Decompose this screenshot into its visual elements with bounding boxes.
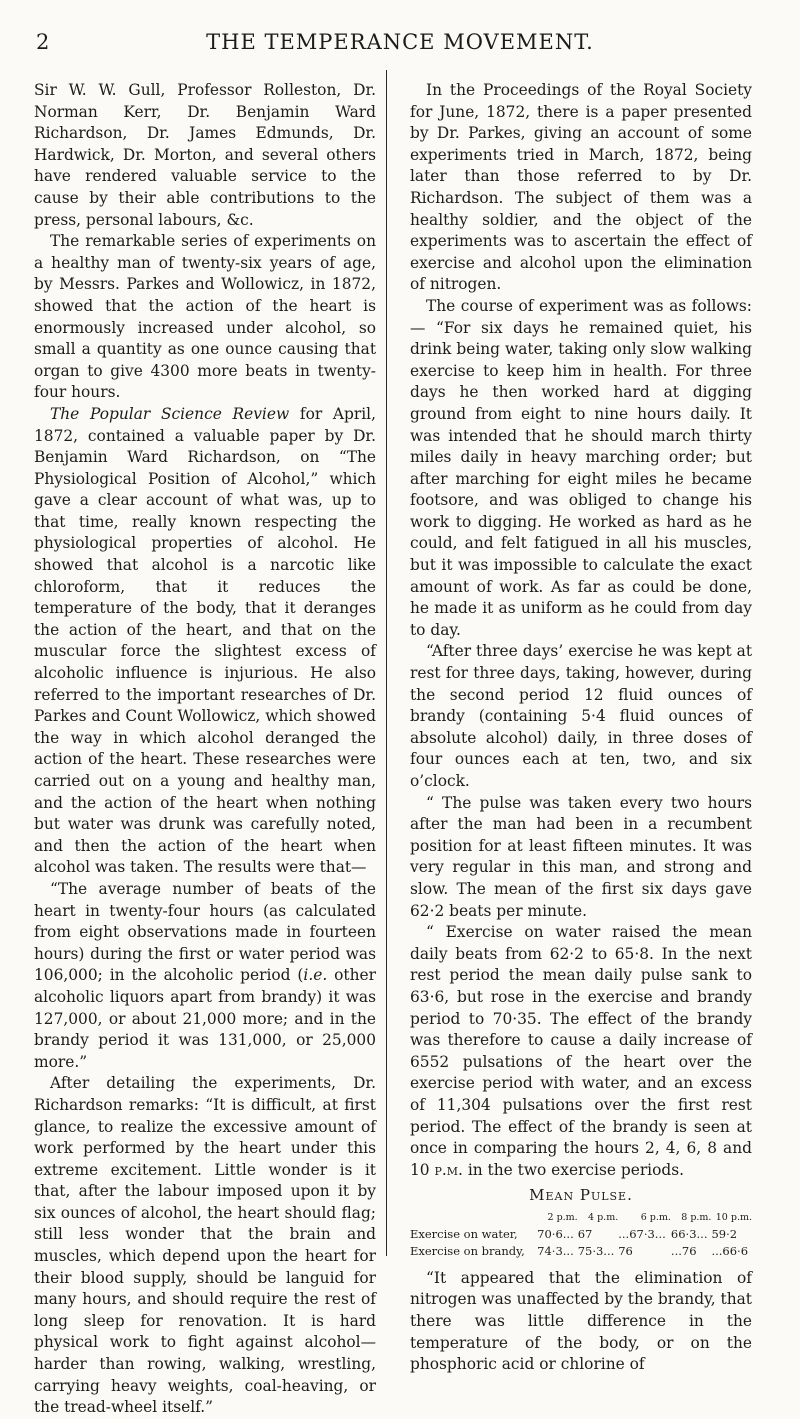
table-cell: 66·3... [670,1226,708,1241]
quotation-text: “The average number of beats of the heart in twenty-four hours (as calculated from eight observations made in fourteen hours) during the first or water period was 106,000; in the alcoholic period ( [34,879,376,985]
paragraph [410,922,752,1181]
table-cell: 67 [577,1226,593,1241]
table-cell: 70·6... [537,1226,574,1241]
table-cell: ...67·3... [618,1226,666,1241]
table-row-label: Exercise on water, [410,1226,518,1241]
time-abbreviation: p.m. [434,1160,463,1179]
paragraph-text: for April, 1872, contained a valuable paper by Dr. Benjamin Ward Richardson, on “The Physiological Position of Alcohol,” which gave a clear account of what was, up to that time, really known respecting the physiological properties of alcohol. He showed that alcohol is a narcotic like chloroform, that it reduces the temperature of the body, that it deranges the action of the heart, and that on the muscular force the slightest excess of alcoholic influence is injurious. He also referred to the important researches of Dr. Parkes and Count Wollowicz, which showed the way in which alcohol deranged the action of the heart. These researches were carried out on a young and healthy man, and the action of the heart when nothing but water was drunk was carefully noted, and then the action of the heart when alcohol was taken. The results were that— [34,404,376,877]
paragraph: The remarkable series of experiments on a healthy man of twenty-six years of age, by Messrs. Parkes and Wollowicz, in 1872, showed that the action of the heart is enormously increased under alcohol, so small a quantity as one ounce causing that organ to give 4300 more beats in twenty-four hours. [34,232,376,402]
table-header-cell: 4 p.m. [588,1211,619,1223]
quotation [34,879,376,1073]
paragraph-text: “ Exercise on water raised the mean daily beats from 62·2 to 65·8. In the next rest period the mean daily pulse sank to 63·6, but rose in the exercise and brandy period to 70·35. The effect of the brandy was therefore to cause a daily increase of 6552 pulsations of the heart over the exercise period with water, and an excess of 11,304 pulsations over the first rest period. The effect of the brandy is seen at once in comparing the hours 2, 4, 6, 8 and 10 [410,923,752,1179]
table-cell: ...76 [670,1243,697,1258]
table-cell: 75·3... [577,1243,615,1258]
table-header-cell: 10 p.m. [715,1211,752,1223]
mean-pulse-table [410,1209,752,1260]
paragraph: “It appeared that the elimination of nitrogen was unaffected by the brandy, that there was little difference in the temperature of the body, or on the phosphoric acid or chlorine of [410,1268,752,1374]
paragraph [34,404,376,879]
spacer [410,1260,752,1268]
paragraph: “After three days’ exercise he was kept at rest for three days, taking, however, during the second period 12 fluid ounces of brandy (containing 5·4 fluid ounces of absolute alcohol) daily, in three doses of four ounces each at ten, two, and six o’clock. [410,642,752,790]
table-cell: ...66·6 [711,1243,749,1258]
table-header-cell: 2 p.m. [547,1211,578,1223]
abbreviation: i.e. [303,966,328,985]
column-divider [386,70,387,1256]
table-row-label: Exercise on brandy, [410,1243,525,1258]
running-title: THE TEMPERANCE MOVEMENT. [206,30,594,54]
paragraph: Sir W. W. Gull, Professor Rolleston, Dr. Norman Kerr, Dr. Benjamin Ward Richardson, Dr. James Edmunds, Dr. Hardwick, Dr. Morton, and several others have rendered valuable service to the cause by their able contributions to the press, personal labours, &c. [34,81,376,229]
publication-title: The Popular Science Review [50,404,290,423]
paragraph: “ The pulse was taken every two hours after the man had been in a recumbent position for at least fifteen minutes. It was very regular in this man, and strong and slow. The mean of the first six days gave 62·2 beats per minute. [410,793,752,920]
table-row [410,1226,752,1243]
table-cell: 74·3... [537,1243,574,1258]
page-header [36,30,764,62]
table-header-cell: 8 p.m. [681,1211,712,1223]
table-cell: 76 [618,1243,633,1258]
table-row-label-header [410,1209,537,1226]
table-header-cell: 6 p.m. [640,1211,671,1223]
table-header-row [410,1209,752,1226]
paragraph: After detailing the experiments, Dr. Richardson remarks: “It is difficult, at first glance, to realize the excessive amount of work performed by the heart under this extreme excitement. Little wonder is it that, after the labour imposed upon it by six ounces of alcohol, the heart should flag; still less wonder that the brain and muscles, which depend upon the heart for their blood supply, should be languid for many hours, and should require the rest of long sleep for renovation. It is hard physical work to fight against alcohol—harder than rowing, walking, wrestling, carrying heavy weights, coal-heaving, or the tread-wheel itself.” [34,1074,376,1417]
table-cell: 59·2 [711,1226,738,1241]
table-caption: Mean Pulse. [529,1186,633,1205]
paragraph: The course of experiment was as follows:— “For six days he remained quiet, his drink being water, taking only slow walking exercise to keep him in health. For three days he then worked hard at digging ground from eight to nine hours daily. It was intended that he should march thirty miles daily in heavy marching order; but after marching for eight miles he became footsore, and was obliged to change his work to digging. He worked as hard as he could, and felt fatigued in all his muscles, but it was impossible to calculate the exact amount of work. As far as could be done, he made it as uniform as he could from day to day. [410,296,752,639]
page-number: 2 [36,30,50,54]
paragraph-text: in the two exercise periods. [462,1160,685,1179]
left-column [34,80,376,1419]
quotation-text: other alcoholic liquors apart from brandy) it was 127,000, or about 21,000 more; and in the brandy period it was 131,000, or 25,000 more.” [34,966,376,1071]
right-column [410,80,752,1376]
paragraph: In the Proceedings of the Royal Society for June, 1872, there is a paper presented by Dr. Parkes, giving an account of some experiments tried in March, 1872, being later than those referred to by Dr. Richardson. The subject of them was a healthy soldier, and the object of the experiments was to ascertain the effect of exercise and alcohol upon the elimination of nitrogen. [410,81,752,294]
table-row [410,1243,752,1260]
